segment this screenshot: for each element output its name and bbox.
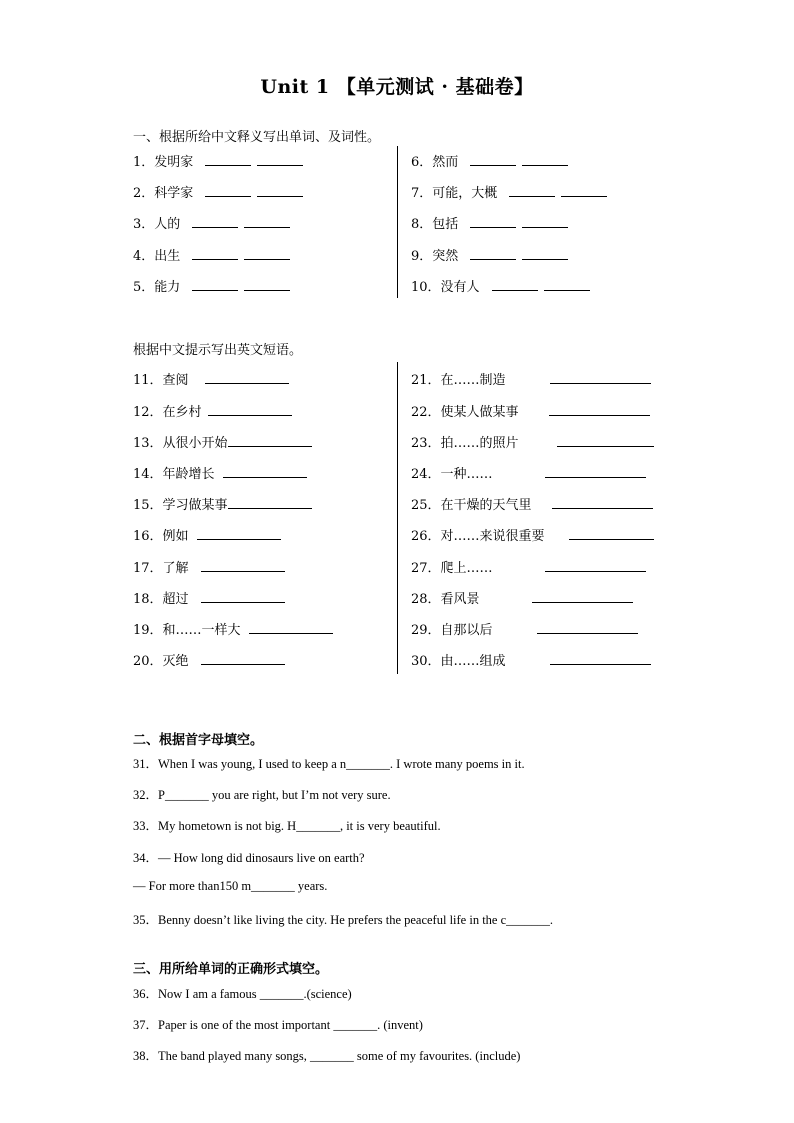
vocab-item-5: 5．能力 — [133, 276, 290, 295]
column-divider — [397, 146, 398, 298]
phrase-item-16: 16．例如 — [133, 525, 281, 544]
question-36: 36．Now I am a famous _______.(science) — [133, 987, 352, 1001]
phrase-item-28: 28．看风景 — [411, 588, 633, 607]
question-35: 35．Benny doesn’t like living the city. He prefers the peaceful life in the c_______. — [133, 913, 554, 927]
phrase-item-23: 23．拍……的照片 — [411, 432, 654, 451]
question-31: 31．When I was young, I used to keep a n_______. I wrote many poems in it. — [133, 757, 525, 771]
phrase-item-12: 12．在乡村 — [133, 401, 292, 420]
phrase-item-29: 29．自那以后 — [411, 619, 638, 638]
phrase-item-19: 19．和……一样大 — [133, 619, 333, 638]
phrase-item-14: 14．年龄增长 — [133, 463, 307, 482]
phrase-item-30: 30．由……组成 — [411, 650, 651, 669]
phrase-item-13: 13．从很小开始 — [133, 432, 312, 451]
phrases-heading: 根据中文提示写出英文短语。 — [133, 343, 303, 358]
question-34-answer: — For more than150 m_______ years. — [133, 879, 328, 893]
section1-heading: 一、根据所给中文释义写出单词、及词性。 — [133, 130, 381, 145]
column-divider — [397, 362, 398, 674]
phrase-item-21: 21．在……制造 — [411, 369, 651, 388]
phrase-item-20: 20．灭绝 — [133, 650, 285, 669]
vocab-item-4: 4．出生 — [133, 245, 290, 264]
vocab-item-1: 1．发明家 — [133, 151, 303, 170]
phrase-item-18: 18．超过 — [133, 588, 285, 607]
question-32: 32．P_______ you are right, but I’m not very sure. — [133, 788, 391, 802]
vocab-item-9: 9．突然 — [411, 245, 568, 264]
question-34: 34．— How long did dinosaurs live on earth? — [133, 851, 365, 865]
question-38: 38．The band played many songs, _______ some of my favourites. (include) — [133, 1049, 521, 1063]
vocab-item-3: 3．人的 — [133, 213, 290, 232]
phrase-item-17: 17．了解 — [133, 557, 285, 576]
vocab-item-8: 8．包括 — [411, 213, 568, 232]
vocab-item-10: 10．没有人 — [411, 276, 590, 295]
phrase-item-27: 27．爬上…… — [411, 557, 646, 576]
phrase-item-26: 26．对……来说很重要 — [411, 525, 654, 544]
vocab-item-2: 2．科学家 — [133, 182, 303, 201]
phrase-item-25: 25．在干燥的天气里 — [411, 494, 653, 513]
vocab-item-7: 7．可能，大概 — [411, 182, 607, 201]
question-37: 37．Paper is one of the most important _______. (invent) — [133, 1018, 423, 1032]
phrase-item-24: 24．一种…… — [411, 463, 646, 482]
phrase-item-22: 22．使某人做某事 — [411, 401, 650, 420]
page-title: Unit 1 【单元测试 · 基础卷】 — [260, 76, 534, 98]
phrase-item-11: 11．查阅 — [133, 369, 289, 388]
question-33: 33．My hometown is not big. H_______, it is very beautiful. — [133, 819, 441, 833]
section2-heading: 二、根据首字母填空。 — [133, 733, 264, 748]
section3-heading: 三、用所给单词的正确形式填空。 — [133, 962, 329, 977]
phrase-item-15: 15．学习做某事 — [133, 494, 312, 513]
vocab-item-6: 6．然而 — [411, 151, 568, 170]
